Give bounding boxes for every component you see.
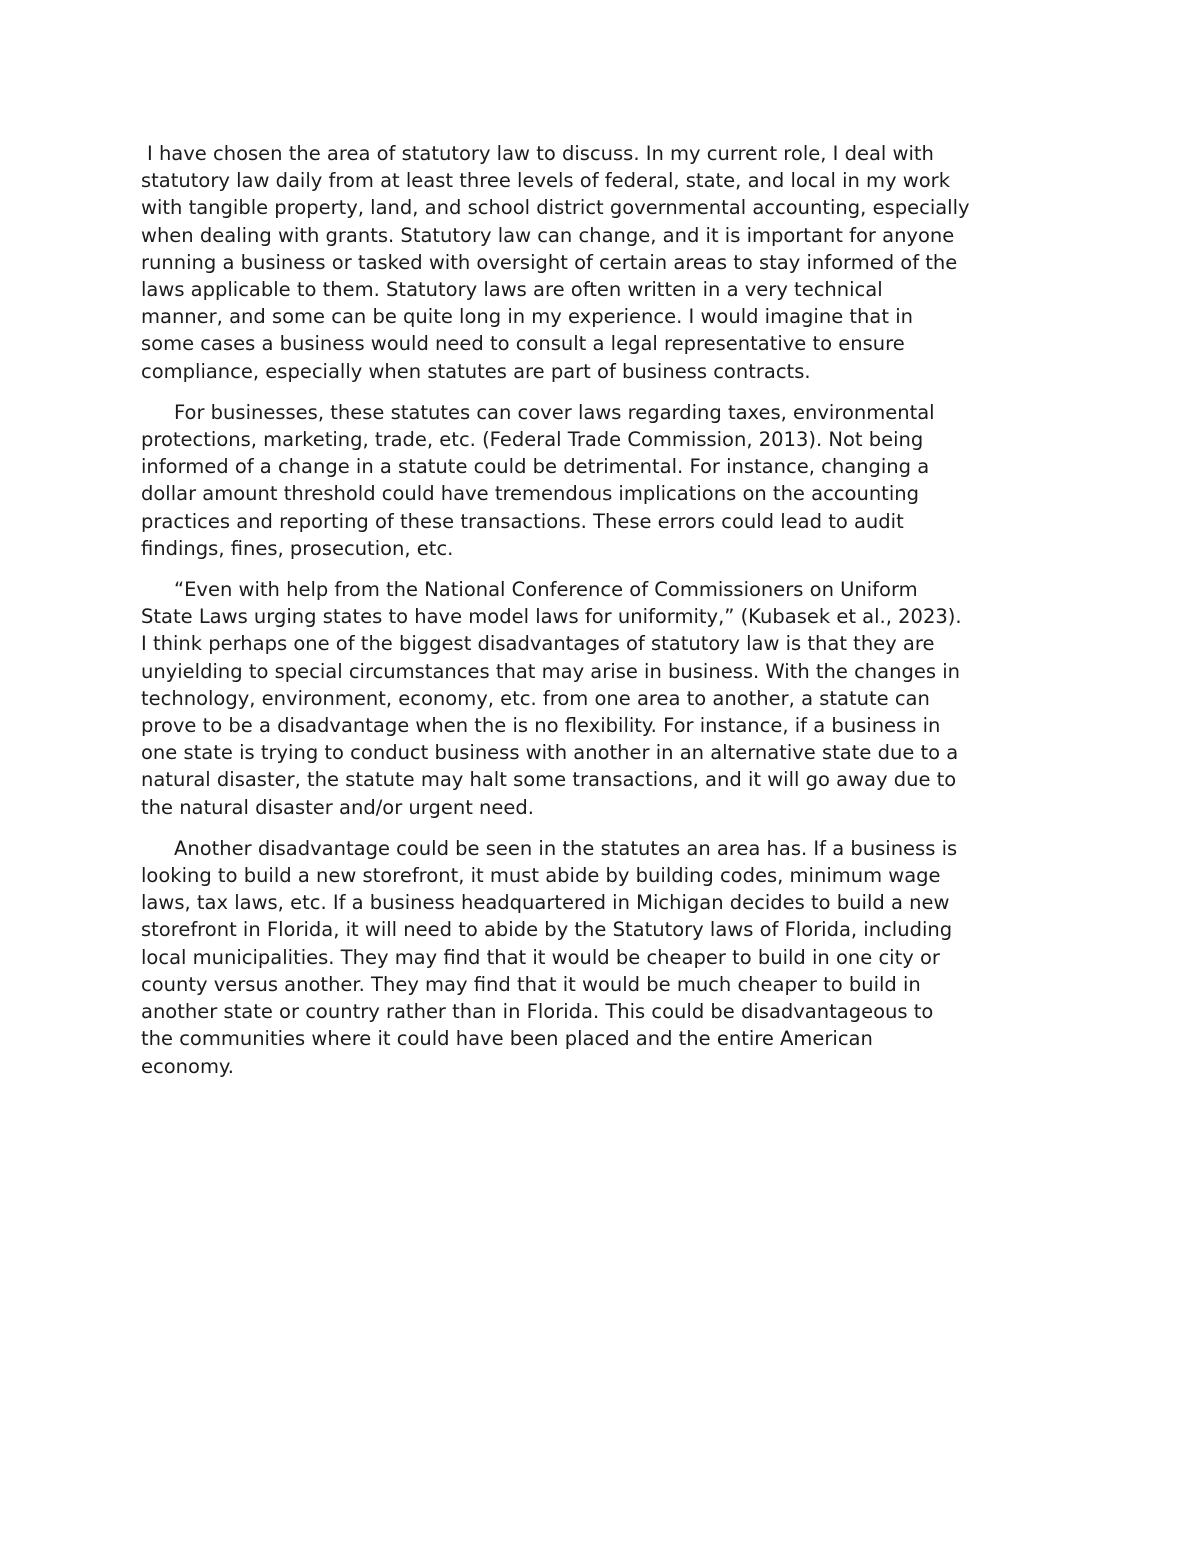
document-body (141, 140, 1061, 1094)
paragraph-disadvantages-uniformity: “Even with help from the National Conference of Commissioners on Uniform State Laws urging states to have model laws for uniformity,” (Kubasek et al., 2023). I think perhaps one of the biggest disadvantages of statutory law is that they are unyielding to special circumstances that may arise in business. With the changes in technology, environment, economy, etc. from one area to another, a statute can prove to be a disadvantage when the is no flexibility. For instance, if a business in one state is trying to conduct business with another in an alternative state due to a natural disaster, the statute may halt some transactions, and it will go away due to the natural disaster and/or urgent need. (141, 578, 962, 819)
paragraph-statutory-law-intro: I have chosen the area of statutory law to discuss. In my current role, I deal with statutory law daily from at least three levels of federal, state, and local in my work with tangible property, land, and school district governmental accounting, especially when dealing with grants. Statutory law can change, and it is important for anyone running a business or tasked with oversight of certain areas to stay informed of the laws applicable to them. Statutory laws are often written in a very technical manner, and some can be quite long in my experience. I would imagine that in some cases a business would need to consult a legal representative to ensure compliance, especially when statutes are part of business contracts. (141, 142, 970, 383)
paragraph-business-statutes: For businesses, these statutes can cover laws regarding taxes, environmental protections, marketing, trade, etc. (Federal Trade Commission, 2013). Not being informed of a change in a statute could be detrimental. For instance, changing a dollar amount threshold could have tremendous implications on the accounting practices and reporting of these transactions. These errors could lead to audit findings, fines, prosecution, etc. (141, 400, 935, 560)
paragraph-another-disadvantage: Another disadvantage could be seen in the statutes an area has. If a business is looking to build a new storefront, it must abide by building codes, minimum wage laws, tax laws, etc. If a business headquartered in Michigan decides to build a new storefront in Florida, it will need to abide by the Statutory laws of Florida, including local municipalities. They may find that it would be cheaper to build in one city or county versus another. They may find that it would be much cheaper to build in another state or country rather than in Florida. This could be disadvantageous to the communities where it could have been placed and the entire American economy. (141, 836, 958, 1078)
